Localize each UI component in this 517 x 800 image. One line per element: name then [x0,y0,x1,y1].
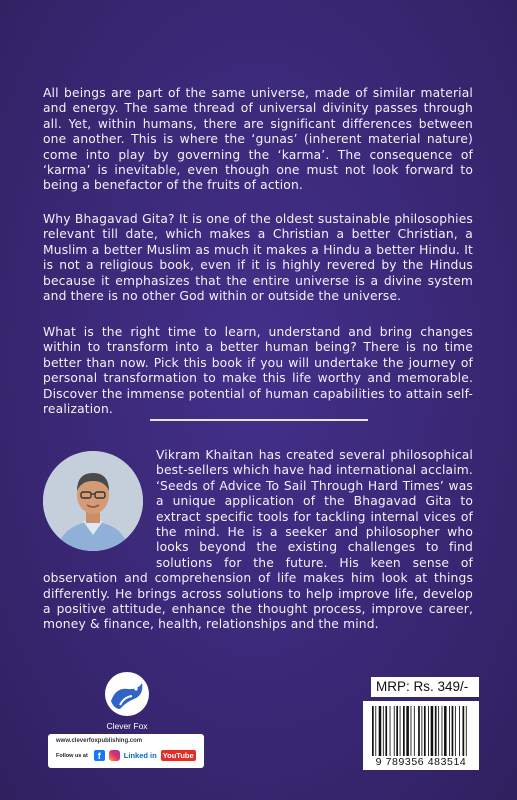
blurb-paragraph-3: What is the right time to learn, understand and bring changes within to transform into a better human being? There is no time better than now. Pick this book if you will undertake the journey of personal transformation to make this life worthy and memorable. Discover the immense potential of human capabilities to attain self-realization. [43,325,473,417]
barcode-bar [452,706,454,756]
barcode-bar [403,706,405,756]
barcode-bar [442,706,443,756]
barcode-bar [438,706,439,756]
linkedin-icon[interactable]: Linked in [123,751,157,760]
barcode-bar [431,706,434,756]
barcode-bar [394,706,395,756]
section-divider [150,419,368,421]
barcode-bar [406,706,409,756]
barcode-bar [396,706,398,756]
barcode-bar [463,706,465,756]
blurb-paragraph-2: Why Bhagavad Gita? It is one of the oldest sustainable philosophies relevant till date, which makes a Christian a better Christian, a Muslim a better Muslim as much it makes a Hindu a better Hindu. It is not a religious book, even if it is highly revered by the Hindus because it emphasizes that the entire universe is a divine system and there is no other God within or outside the universe. [43,212,473,304]
barcode-bar [418,706,420,756]
barcode-bar [385,706,387,756]
follow-label: Follow us at [56,752,88,759]
publisher-contact-box [48,734,204,768]
barcode-bar [400,706,401,756]
barcode-bar [372,706,374,756]
social-row [56,750,196,761]
instagram-icon[interactable] [109,750,120,761]
barcode-bar [375,706,376,756]
barcode-bar [421,706,422,756]
barcode-bar [449,706,450,756]
barcode-bar [459,706,460,756]
author-bio-block [43,448,473,633]
author-bio: Vikram Khaitan has created several philosophical best-sellers which have had international acclaim. ‘Seeds of Advice To Sail Through Hard Times’ was a unique application of the Bhagavad Gita to extract specific tools for tackling internal vices of the mind. He is a seeker and philosopher who looks beyond the existing challenges to find solutions for the future. His keen sense of observation and comprehension of life makes him look at things differently. He brings across solutions to help improve life, develop a positive attitude, enhance the thought process, improve career, money & finance, health, relationships and the mind. [43,448,473,632]
publisher-url[interactable]: www.cleverfoxpublishing.com [56,738,143,744]
youtube-icon[interactable]: YouTube [162,751,194,760]
price-label: MRP: Rs. 349/- [371,677,479,697]
barcode-bar [466,706,467,756]
barcode-bar [379,706,382,756]
isbn-digits: 9 789356 483514 [375,756,467,768]
barcode-bar [390,706,391,756]
publisher-name: Clever Fox [106,721,148,731]
blurb-paragraph-1: All beings are part of the same universe, made of similar material and energy. The same thread of universal divinity passes through all. Yet, within humans, there are significant differences between one another. This is where the ‘gunas’ (inherent material nature) come into play by governing the ‘karma’. The consequence of ‘karma’ is inevitable, even though one must not look forward to being a benefactor of the fruits of action. [43,86,473,193]
facebook-icon[interactable]: f [94,750,105,761]
barcode-bar [411,706,412,756]
barcode-bar [383,706,384,756]
barcode-bars [372,706,470,758]
barcode-bar [424,706,426,756]
barcode-bar [444,706,447,756]
publisher-logo [98,665,156,727]
barcode-bar [435,706,437,756]
isbn-barcode [363,701,479,770]
barcode-bar [414,706,415,756]
barcode-bar [428,706,429,756]
barcode-bar [455,706,456,756]
